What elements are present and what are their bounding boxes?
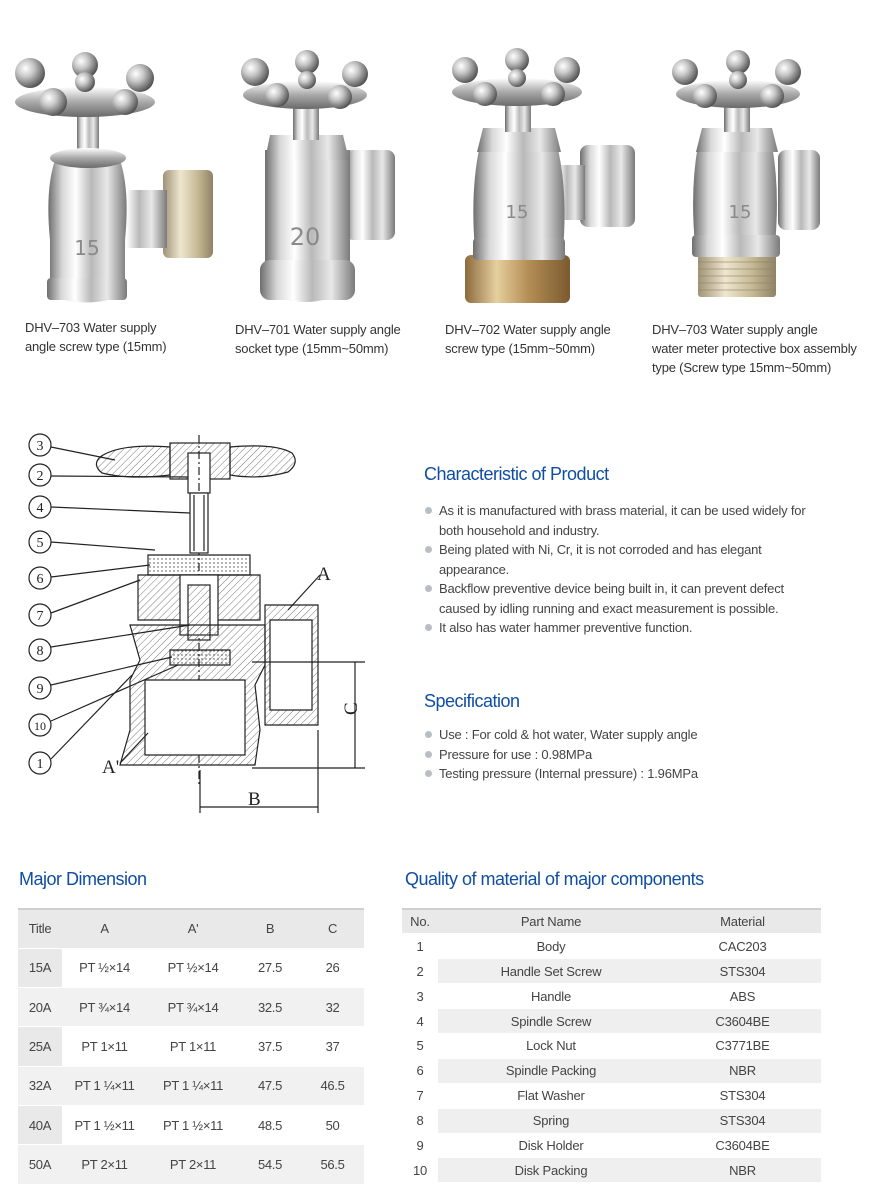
product-card xyxy=(5,40,220,354)
product-caption: DHV–701 Water supply angle socket type (15mm~50mm) xyxy=(235,322,401,356)
list-item: Pressure for use : 0.98MPa xyxy=(424,745,698,765)
callout-10: 10 xyxy=(34,719,46,733)
column-header: Material xyxy=(664,909,821,934)
callout-2: 2 xyxy=(36,469,44,484)
callout-3: 3 xyxy=(36,439,44,454)
table-row: 15A PT ½×14 PT ½×14 27.5 26 xyxy=(18,948,364,987)
table-row: 3 Handle ABS xyxy=(402,984,821,1009)
characteristic-title: Characteristic of Product xyxy=(424,464,609,484)
column-header: A' xyxy=(147,909,239,948)
column-header: No. xyxy=(402,909,438,934)
column-header: B xyxy=(239,909,301,948)
characteristic-list xyxy=(424,501,805,638)
product-caption: DHV–703 Water supply angle screw type (15mm) xyxy=(25,320,167,354)
table-row: 25A PT 1×11 PT 1×11 37.5 37 xyxy=(18,1027,364,1066)
dim-label-c: C xyxy=(341,702,362,715)
materials-table xyxy=(402,908,821,1183)
list-item: Use : For cold & hot water, Water supply angle xyxy=(424,725,698,745)
table-row: 5 Lock Nut C3771BE xyxy=(402,1033,821,1058)
table-row: 6 Spindle Packing NBR xyxy=(402,1058,821,1083)
list-item: As it is manufactured with brass material, it can be used widely for both household and industry. xyxy=(424,501,805,540)
callout-4: 4 xyxy=(36,501,44,516)
column-header: Part Name xyxy=(438,909,664,934)
dim-label-a: A xyxy=(317,564,331,585)
table-row: 10 Disk Packing NBR xyxy=(402,1158,821,1183)
dim-label-b: B xyxy=(248,789,261,810)
table-row: 7 Flat Washer STS304 xyxy=(402,1083,821,1108)
table-row: 9 Disk Holder C3604BE xyxy=(402,1133,821,1158)
size-marking: 15 xyxy=(74,236,100,260)
product-card xyxy=(445,40,645,356)
table-row: 32A PT 1 ¼×11 PT 1 ¼×11 47.5 46.5 xyxy=(18,1066,364,1105)
valve-photo-meter-box xyxy=(660,40,830,310)
specification-list xyxy=(424,725,698,784)
product-caption: DHV–703 Water supply angle water meter protective box assembly type (Screw type 15mm~50mm) xyxy=(652,322,857,375)
major-dimension-table xyxy=(18,908,364,1185)
callout-7: 7 xyxy=(36,609,44,624)
list-item: Being plated with Ni, Cr, it is not corroded and has elegant appearance. xyxy=(424,540,805,579)
product-card xyxy=(235,40,415,356)
callout-9: 9 xyxy=(36,682,44,697)
size-marking: 20 xyxy=(289,223,321,251)
size-marking: 15 xyxy=(728,202,752,223)
major-dimension-title: Major Dimension xyxy=(19,869,147,889)
valve-photo-angle-screw-nut xyxy=(445,40,645,310)
callout-5: 5 xyxy=(36,536,44,551)
column-header: Title xyxy=(18,909,62,948)
product-gallery xyxy=(0,40,876,385)
valve-photo-angle-screw xyxy=(5,40,220,310)
table-row: 8 Spring STS304 xyxy=(402,1108,821,1133)
table-row: 1 Body CAC203 xyxy=(402,934,821,959)
table-row: 4 Spindle Screw C3604BE xyxy=(402,1009,821,1034)
column-header: C xyxy=(301,909,364,948)
dim-label-a-prime: A' xyxy=(102,757,120,778)
valve-photo-angle-socket xyxy=(235,40,415,310)
callout-6: 6 xyxy=(36,572,44,587)
column-header: A xyxy=(62,909,147,948)
product-caption: DHV–702 Water supply angle screw type (15mm~50mm) xyxy=(445,322,611,356)
specification-title: Specification xyxy=(424,691,520,711)
callout-8: 8 xyxy=(36,644,44,659)
valve-section-diagram xyxy=(20,425,390,820)
table-row: 40A PT 1 ½×11 PT 1 ½×11 48.5 50 xyxy=(18,1105,364,1144)
table-row: 50A PT 2×11 PT 2×11 54.5 56.5 xyxy=(18,1145,364,1184)
list-item: Testing pressure (Internal pressure) : 1.96MPa xyxy=(424,764,698,784)
list-item: Backflow preventive device being built in, it can prevent defect caused by idling running and exact measurement is possible. xyxy=(424,579,805,618)
table-row: 20A PT ¾×14 PT ¾×14 32.5 32 xyxy=(18,988,364,1027)
table-row: 2 Handle Set Screw STS304 xyxy=(402,959,821,984)
size-marking: 15 xyxy=(505,202,529,223)
product-card xyxy=(652,40,857,375)
list-item: It also has water hammer preventive function. xyxy=(424,618,805,638)
callout-1: 1 xyxy=(36,757,44,772)
materials-title: Quality of material of major components xyxy=(405,869,704,889)
